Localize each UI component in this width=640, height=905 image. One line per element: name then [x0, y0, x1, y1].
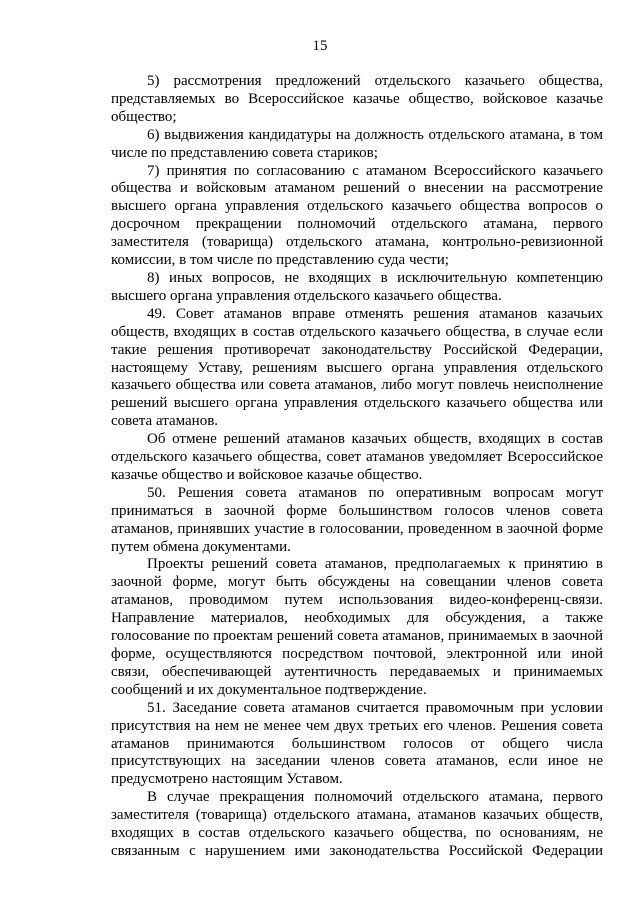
- paragraph: В случае прекращения полномочий отдельского атамана, первого заместителя (товарища) отдельского атамана, атаманов казачьих обществ, входящих в состав отдельского казачьего общества, по основаниям, не связанным с нарушением ими законодательства Российской Федерации: [111, 789, 603, 859]
- body-text: [111, 73, 603, 861]
- paragraph: 8) иных вопросов, не входящих в исключительную компетенцию высшего органа управления отдельского казачьего общества.: [111, 269, 603, 304]
- paragraph: Об отмене решений атаманов казачьих обществ, входящих в состав отдельского казачьего общества, совет атаманов уведомляет Всероссийское казачье общество и войсковое казачье общество.: [111, 431, 603, 483]
- paragraph: 51. Заседание совета атаманов считается правомочным при условии присутствия на нем не менее чем двух третьих его членов. Решения совета атаманов принимаются большинством голосов от общего числа присутствующих на заседании членов совета атаманов, если иное не предусмотрено настоящим Уставом.: [111, 699, 603, 788]
- paragraph: Проекты решений совета атаманов, предполагаемых к принятию в заочной форме, могут быть обсуждены на совещании членов совета атаманов, проводимом путем использования видео-конференц-связи. Направление материалов, необходимых для обсуждения, а также голосование по проектам решений совета атаманов, принимаемых в заочной форме, осуществляются посредством почтовой, электронной или иной связи, обеспечивающей аутентичность передаваемых и принимаемых сообщений и их документальное подтверждение.: [111, 556, 603, 698]
- paragraph: 6) выдвижения кандидатуры на должность отдельского атамана, в том числе по представлению совета стариков;: [111, 126, 603, 161]
- paragraph: 49. Совет атаманов вправе отменять решения атаманов казачьих обществ, входящих в состав отдельского казачьего общества, в случае если такие решения противоречат законодательству Российской Федерации, настоящему Уставу, решениям высшего органа управления отдельского казачьего общества или совета атаманов, либо могут повлечь неисполнение решений высшего органа управления отдельского казачьего общества или совета атаманов.: [111, 305, 603, 430]
- paragraph: 50. Решения совета атаманов по оперативным вопросам могут приниматься в заочной форме большинством голосов членов совета атаманов, принявших участие в голосовании, проведенном в заочной форме путем обмена документами.: [111, 484, 603, 555]
- page-number: 15: [312, 38, 328, 54]
- paragraph: 5) рассмотрения предложений отдельского казачьего общества, представляемых во Всероссийское казачье общество, войсковое казачье общество;: [111, 73, 603, 125]
- paragraph: 7) принятия по согласованию с атаманом Всероссийского казачьего общества и войсковым атаманом решений о внесении на рассмотрение высшего органа управления отдельского казачьего общества вопросов о досрочном прекращении полномочий отдельского атамана, первого заместителя (товарища) отдельского атамана, контрольно-ревизионной комиссии, в том числе по представлению суда чести;: [111, 162, 603, 269]
